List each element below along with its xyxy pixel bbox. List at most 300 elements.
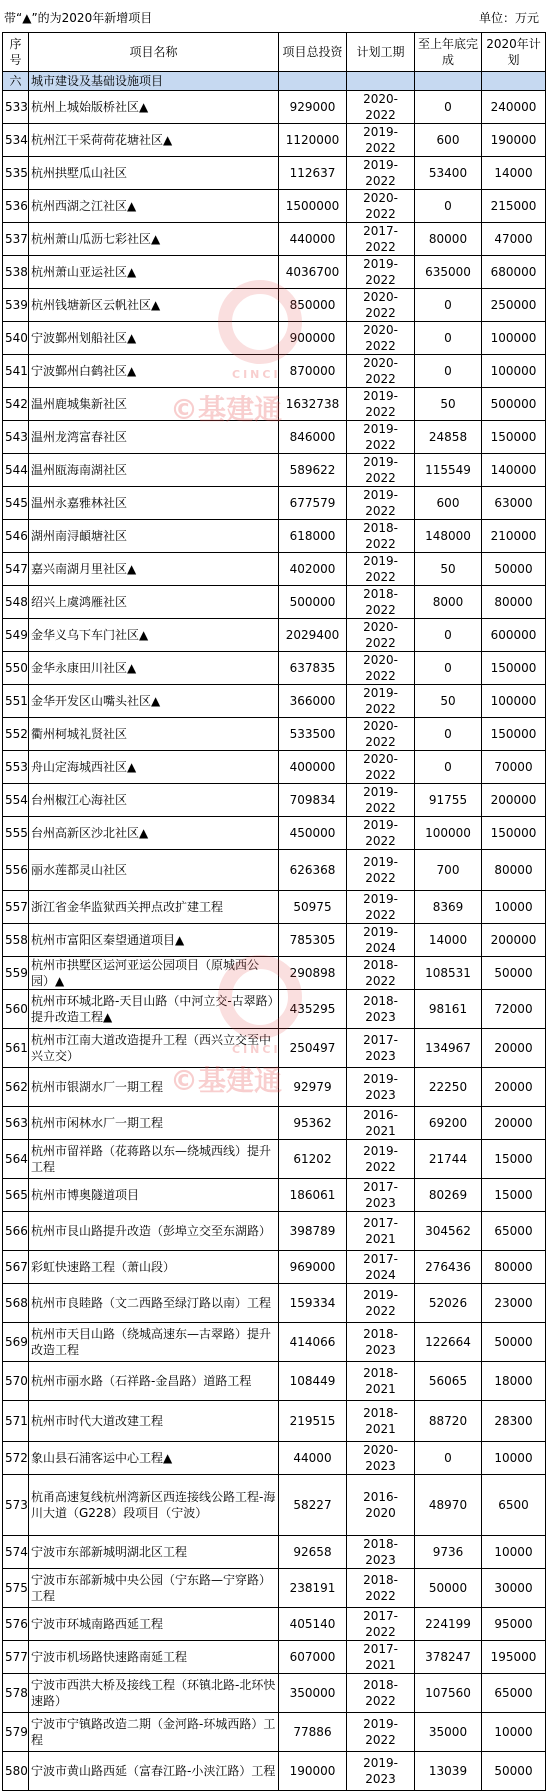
project-name: 杭州钱塘新区云帆社区▲ [29,289,279,322]
completed-to-date: 0 [415,619,482,652]
plan-2020: 150000 [482,652,546,685]
construction-period: 2020-2022 [347,718,415,751]
construction-period: 2018-2022 [347,520,415,553]
total-investment: 870000 [279,355,347,388]
total-investment: 969000 [279,1251,347,1284]
project-name: 浙江省金华监狱西关押点改扩建工程 [29,891,279,924]
construction-period: 2020-2022 [347,751,415,784]
total-investment: 238191 [279,1569,347,1608]
construction-period: 2019-2022 [347,256,415,289]
plan-2020: 14000 [482,157,546,190]
construction-period: 2019-2024 [347,924,415,957]
completed-to-date: 50 [415,553,482,586]
total-investment: 2029400 [279,619,347,652]
plan-2020: 600000 [482,619,546,652]
total-investment: 186061 [279,1179,347,1212]
table-row [3,256,546,289]
row-number: 556 [3,850,29,891]
total-investment: 1500000 [279,190,347,223]
total-investment: 850000 [279,289,347,322]
project-name: 金华永康田川社区▲ [29,652,279,685]
total-investment: 405140 [279,1608,347,1641]
plan-2020: 500000 [482,388,546,421]
completed-to-date: 50000 [415,1569,482,1608]
header-row [3,33,546,72]
project-name: 杭州市艮山路提升改造（彭埠立交至东湖路） [29,1212,279,1251]
row-number: 542 [3,388,29,421]
plan-2020: 10000 [482,1536,546,1569]
construction-period: 2017-2021 [347,1212,415,1251]
col-header-plan: 2020年计划 [482,33,546,72]
construction-period: 2019-2022 [347,891,415,924]
project-name: 杭州江干采荷荷花塘社区▲ [29,124,279,157]
plan-2020: 28300 [482,1401,546,1442]
total-investment: 159334 [279,1284,347,1323]
section-empty-cell [482,72,546,91]
table-row [3,586,546,619]
table-row [3,751,546,784]
completed-to-date: 35000 [415,1713,482,1752]
total-investment: 677579 [279,487,347,520]
completed-to-date: 100000 [415,817,482,850]
project-name: 杭州市拱墅区运河亚运公园项目（原城西公园）▲ [29,957,279,990]
completed-to-date: 148000 [415,520,482,553]
construction-period: 2018-2022 [347,957,415,990]
total-investment: 626368 [279,850,347,891]
completed-to-date: 0 [415,190,482,223]
plan-2020: 23000 [482,1284,546,1323]
section-empty-cell [415,72,482,91]
row-number: 574 [3,1536,29,1569]
project-name: 杭州市银湖水厂一期工程 [29,1068,279,1107]
completed-to-date: 24858 [415,421,482,454]
plan-2020: 200000 [482,784,546,817]
total-investment: 290898 [279,957,347,990]
project-name: 温州永嘉雅林社区 [29,487,279,520]
plan-2020: 100000 [482,355,546,388]
plan-2020: 80000 [482,850,546,891]
row-number: 551 [3,685,29,718]
table-row [3,355,546,388]
total-investment: 250497 [279,1029,347,1068]
table-row [3,685,546,718]
row-number: 564 [3,1140,29,1179]
table-row [3,1362,546,1401]
construction-period: 2017-2021 [347,1641,415,1674]
table-row [3,1752,546,1791]
table-row [3,924,546,957]
total-investment: 402000 [279,553,347,586]
total-investment: 637835 [279,652,347,685]
total-investment: 846000 [279,421,347,454]
plan-2020: 150000 [482,718,546,751]
project-name: 湖州南浔頔塘社区 [29,520,279,553]
plan-2020: 15000 [482,1140,546,1179]
construction-period: 2020-2022 [347,355,415,388]
watermark-sub: CINCI [232,368,281,381]
completed-to-date: 88720 [415,1401,482,1442]
plan-2020: 63000 [482,487,546,520]
construction-period: 2019-2023 [347,1068,415,1107]
table-row [3,124,546,157]
completed-to-date: 0 [415,91,482,124]
plan-2020: 680000 [482,256,546,289]
table-row [3,190,546,223]
project-name: 宁波市东部新城明湖北区工程 [29,1536,279,1569]
plan-2020: 150000 [482,421,546,454]
row-number: 550 [3,652,29,685]
construction-period: 2020-2022 [347,619,415,652]
plan-2020: 50000 [482,957,546,990]
project-name: 彩虹快速路工程（萧山段） [29,1251,279,1284]
table-row [3,487,546,520]
construction-period: 2019-2022 [347,553,415,586]
table-row [3,1251,546,1284]
project-name: 宁波鄞州划船社区▲ [29,322,279,355]
completed-to-date: 600 [415,487,482,520]
construction-period: 2020-2022 [347,322,415,355]
row-number: 538 [3,256,29,289]
table-row [3,421,546,454]
completed-to-date: 304562 [415,1212,482,1251]
total-investment: 58227 [279,1475,347,1536]
total-investment: 440000 [279,223,347,256]
completed-to-date: 0 [415,751,482,784]
construction-period: 2017-2024 [347,1251,415,1284]
completed-to-date: 276436 [415,1251,482,1284]
plan-2020: 80000 [482,1251,546,1284]
completed-to-date: 8369 [415,891,482,924]
plan-2020: 195000 [482,1641,546,1674]
table-row [3,454,546,487]
construction-period: 2019-2022 [347,784,415,817]
project-name: 杭州拱墅瓜山社区 [29,157,279,190]
construction-period: 2019-2022 [347,685,415,718]
project-name: 台州椒江心海社区 [29,784,279,817]
row-number: 553 [3,751,29,784]
construction-period: 2018-2022 [347,1569,415,1608]
completed-to-date: 0 [415,355,482,388]
col-header-no: 序号 [3,33,29,72]
col-header-name: 项目名称 [29,33,279,72]
table-row [3,1107,546,1140]
plan-2020: 50000 [482,1323,546,1362]
row-number: 558 [3,924,29,957]
construction-period: 2017-2023 [347,1179,415,1212]
plan-2020: 65000 [482,1674,546,1713]
table-row [3,957,546,990]
completed-to-date: 52026 [415,1284,482,1323]
table-row [3,1140,546,1179]
project-name: 象山县石浦客运中心工程▲ [29,1442,279,1475]
completed-to-date: 0 [415,718,482,751]
plan-2020: 200000 [482,924,546,957]
completed-to-date: 107560 [415,1674,482,1713]
total-investment: 92979 [279,1068,347,1107]
row-number: 539 [3,289,29,322]
completed-to-date: 115549 [415,454,482,487]
completed-to-date: 80000 [415,223,482,256]
row-number: 570 [3,1362,29,1401]
construction-period: 2020-2022 [347,652,415,685]
plan-2020: 210000 [482,520,546,553]
table-row [3,1442,546,1475]
construction-period: 2020-2023 [347,1442,415,1475]
table-row [3,891,546,924]
col-header-completed: 至上年底完成 [415,33,482,72]
completed-to-date: 50 [415,685,482,718]
total-investment: 398789 [279,1212,347,1251]
completed-to-date: 80269 [415,1179,482,1212]
plan-2020: 240000 [482,91,546,124]
table-row [3,1323,546,1362]
watermark-sub: CINCI [232,1043,281,1056]
row-number: 566 [3,1212,29,1251]
table-row [3,322,546,355]
table-row [3,1536,546,1569]
project-name: 杭州市良睦路（文二西路至绿汀路以南）工程 [29,1284,279,1323]
plan-2020: 50000 [482,1752,546,1791]
total-investment: 190000 [279,1752,347,1791]
construction-period: 2020-2022 [347,289,415,322]
row-number: 563 [3,1107,29,1140]
project-name: 温州龙湾富春社区 [29,421,279,454]
total-investment: 219515 [279,1401,347,1442]
completed-to-date: 8000 [415,586,482,619]
plan-2020: 95000 [482,1608,546,1641]
completed-to-date: 13039 [415,1752,482,1791]
row-number: 546 [3,520,29,553]
table-row [3,1569,546,1608]
row-number: 562 [3,1068,29,1107]
construction-period: 2018-2022 [347,586,415,619]
total-investment: 350000 [279,1674,347,1713]
total-investment: 709834 [279,784,347,817]
project-name: 温州鹿城集新社区 [29,388,279,421]
table-row [3,1401,546,1442]
table-row [3,784,546,817]
row-number: 575 [3,1569,29,1608]
project-name: 温州瓯海南湖社区 [29,454,279,487]
section-title: 城市建设及基础设施项目 [29,72,279,91]
completed-to-date: 53400 [415,157,482,190]
row-number: 573 [3,1475,29,1536]
total-investment: 112637 [279,157,347,190]
construction-period: 2019-2022 [347,850,415,891]
plan-2020: 20000 [482,1068,546,1107]
project-table [2,32,546,1791]
construction-period: 2019-2022 [347,157,415,190]
total-investment: 500000 [279,586,347,619]
row-number: 571 [3,1401,29,1442]
table-row [3,157,546,190]
plan-2020: 30000 [482,1569,546,1608]
table-caption-bar [0,0,547,32]
col-header-period: 计划工期 [347,33,415,72]
table-row [3,1284,546,1323]
row-number: 549 [3,619,29,652]
row-number: 567 [3,1251,29,1284]
section-row [3,72,546,91]
plan-2020: 50000 [482,553,546,586]
completed-to-date: 91755 [415,784,482,817]
project-name: 杭州市环城北路-天目山路（中河立交-古翠路）提升改造工程▲ [29,990,279,1029]
plan-2020: 6500 [482,1475,546,1536]
row-number: 572 [3,1442,29,1475]
row-number: 533 [3,91,29,124]
project-name: 舟山定海城西社区▲ [29,751,279,784]
construction-period: 2018-2021 [347,1362,415,1401]
plan-2020: 47000 [482,223,546,256]
plan-2020: 150000 [482,817,546,850]
total-investment: 533500 [279,718,347,751]
table-row [3,1475,546,1536]
section-empty-cell [347,72,415,91]
project-name: 杭州市江南大道改造提升工程（西兴立交至中兴立交） [29,1029,279,1068]
plan-2020: 20000 [482,1029,546,1068]
total-investment: 108449 [279,1362,347,1401]
section-number: 六 [3,72,29,91]
plan-2020: 65000 [482,1212,546,1251]
completed-to-date: 108531 [415,957,482,990]
row-number: 560 [3,990,29,1029]
project-name: 嘉兴南湖月里社区▲ [29,553,279,586]
construction-period: 2017-2022 [347,223,415,256]
completed-to-date: 134967 [415,1029,482,1068]
completed-to-date: 0 [415,1442,482,1475]
completed-to-date: 22250 [415,1068,482,1107]
watermark-text: ©基建通 [170,1064,283,1097]
total-investment: 414066 [279,1323,347,1362]
table-row [3,817,546,850]
completed-to-date: 69200 [415,1107,482,1140]
total-investment: 1632738 [279,388,347,421]
row-number: 557 [3,891,29,924]
completed-to-date: 224199 [415,1608,482,1641]
plan-2020: 215000 [482,190,546,223]
project-name: 宁波市环城南路西延工程 [29,1608,279,1641]
project-name: 宁波鄞州白鹤社区▲ [29,355,279,388]
construction-period: 2016-2021 [347,1107,415,1140]
table-row [3,91,546,124]
construction-period: 2016-2020 [347,1475,415,1536]
row-number: 535 [3,157,29,190]
row-number: 552 [3,718,29,751]
total-investment: 92658 [279,1536,347,1569]
project-name: 宁波市宁镇路改造二期（金河路-环城西路）工程 [29,1713,279,1752]
project-name: 杭州萧山瓜沥七彩社区▲ [29,223,279,256]
construction-period: 2019-2022 [347,454,415,487]
total-investment: 366000 [279,685,347,718]
row-number: 578 [3,1674,29,1713]
table-row [3,1068,546,1107]
table-row [3,223,546,256]
row-number: 541 [3,355,29,388]
project-name: 金华义乌下车门社区▲ [29,619,279,652]
completed-to-date: 635000 [415,256,482,289]
total-investment: 618000 [279,520,347,553]
plan-2020: 100000 [482,685,546,718]
row-number: 547 [3,553,29,586]
plan-2020: 72000 [482,990,546,1029]
project-name: 杭州市闲林水厂一期工程 [29,1107,279,1140]
construction-period: 2018-2021 [347,1401,415,1442]
watermark-text: ©基建通 [170,393,283,426]
row-number: 548 [3,586,29,619]
plan-2020: 18000 [482,1362,546,1401]
completed-to-date: 98161 [415,990,482,1029]
table-row [3,1608,546,1641]
construction-period: 2019-2023 [347,1752,415,1791]
project-name: 杭州市富阳区秦望通道项目▲ [29,924,279,957]
plan-2020: 70000 [482,751,546,784]
completed-to-date: 56065 [415,1362,482,1401]
row-number: 561 [3,1029,29,1068]
completed-to-date: 9736 [415,1536,482,1569]
total-investment: 400000 [279,751,347,784]
table-row [3,1641,546,1674]
completed-to-date: 0 [415,289,482,322]
total-investment: 435295 [279,990,347,1029]
row-number: 569 [3,1323,29,1362]
table-row [3,850,546,891]
section-empty-cell [279,72,347,91]
project-name: 杭州市博奥隧道项目 [29,1179,279,1212]
total-investment: 785305 [279,924,347,957]
row-number: 565 [3,1179,29,1212]
total-investment: 1120000 [279,124,347,157]
row-number: 576 [3,1608,29,1641]
row-number: 555 [3,817,29,850]
table-row [3,289,546,322]
project-name: 台州高新区沙北社区▲ [29,817,279,850]
project-name: 杭州市时代大道改建工程 [29,1401,279,1442]
total-investment: 44000 [279,1442,347,1475]
row-number: 544 [3,454,29,487]
row-number: 543 [3,421,29,454]
project-name: 金华开发区山嘴头社区▲ [29,685,279,718]
table-row [3,1713,546,1752]
project-name: 衢州柯城礼贤社区 [29,718,279,751]
plan-2020: 140000 [482,454,546,487]
construction-period: 2017-2023 [347,1029,415,1068]
row-number: 540 [3,322,29,355]
total-investment: 50975 [279,891,347,924]
total-investment: 4036700 [279,256,347,289]
construction-period: 2017-2022 [347,1608,415,1641]
project-name: 杭甬高速复线杭州湾新区西连接线公路工程-海川大道（G228）段项目（宁波） [29,1475,279,1536]
row-number: 579 [3,1713,29,1752]
plan-2020: 10000 [482,1442,546,1475]
table-row [3,1179,546,1212]
total-investment: 61202 [279,1140,347,1179]
completed-to-date: 14000 [415,924,482,957]
construction-period: 2020-2022 [347,190,415,223]
table-row [3,1212,546,1251]
unit-label: 单位：万元 [478,11,539,25]
total-investment: 607000 [279,1641,347,1674]
total-investment: 589622 [279,454,347,487]
total-investment: 450000 [279,817,347,850]
completed-to-date: 48970 [415,1475,482,1536]
total-investment: 77886 [279,1713,347,1752]
plan-2020: 15000 [482,1179,546,1212]
plan-2020: 250000 [482,289,546,322]
completed-to-date: 700 [415,850,482,891]
construction-period: 2018-2023 [347,1323,415,1362]
project-name: 杭州上城始版桥社区▲ [29,91,279,124]
project-name: 宁波市黄山路西延（富春江路-小浃江路）工程 [29,1752,279,1791]
